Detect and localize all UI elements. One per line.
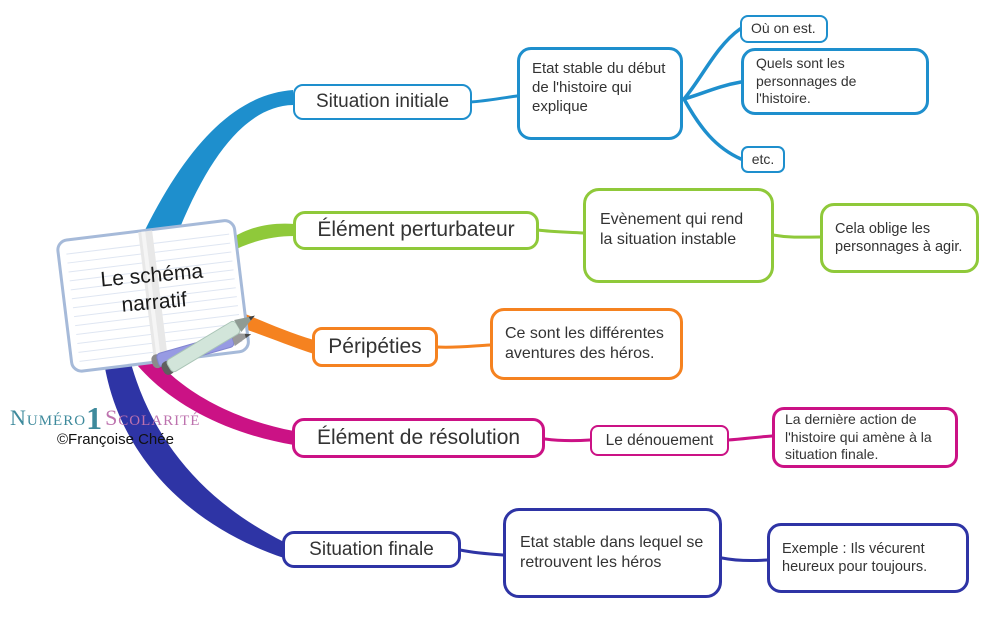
node-exemple-heureux: Exemple : Ils vécurent heureux pour toujours. [767,523,969,593]
node-etat-stable-final: Etat stable dans lequel se retrouvent les héros [503,508,722,598]
node-ou-on-est: Où on est. [740,15,828,43]
link-perturb-evenement [538,230,583,233]
node-etc: etc. [741,146,785,173]
author-credit: ©Françoise Chée [57,431,174,448]
link-evenement-cela [773,235,820,237]
node-element-perturbateur: Élément perturbateur [293,211,539,250]
node-situation-finale: Situation finale [282,531,461,568]
link-resol-denoue [545,439,590,441]
logo-digit-one: 1 [86,400,103,436]
node-evenement-instable: Evènement qui rend la situation instable [583,188,774,283]
node-etat-stable-debut: Etat stable du début de l'histoire qui explique [517,47,683,140]
link-etatfin-exemple [722,558,767,561]
node-aventures-heros: Ce sont les différentes aventures des héros. [490,308,683,380]
logo-word-scolarite: Scolarité [105,405,201,430]
central-topic: Le schéma narratif [99,259,204,318]
branch-element-perturbateur [230,224,295,252]
node-element-de-resolution: Élément de résolution [292,418,545,458]
node-peripeties: Péripéties [312,327,438,367]
link-etat-etc [684,99,741,159]
node-quels-personnages: Quels sont les personnages de l'histoire. [741,48,929,115]
link-denoue-derniere [728,436,772,440]
node-cela-oblige: Cela oblige les personnages à agir. [820,203,979,273]
node-situation-initiale: Situation initiale [293,84,472,120]
link-sitfin-etatfin [460,550,503,555]
branch-situation-finale [104,352,284,558]
numero1-scolarite-logo [10,396,201,436]
link-perip-cesont [437,345,490,347]
link-sitinit-etat [470,96,517,102]
node-denouement: Le dénouement [590,425,729,456]
logo-word-numero: Numéro [10,405,87,430]
node-derniere-action: La dernière action de l'histoire qui amène à la situation finale. [772,407,958,468]
